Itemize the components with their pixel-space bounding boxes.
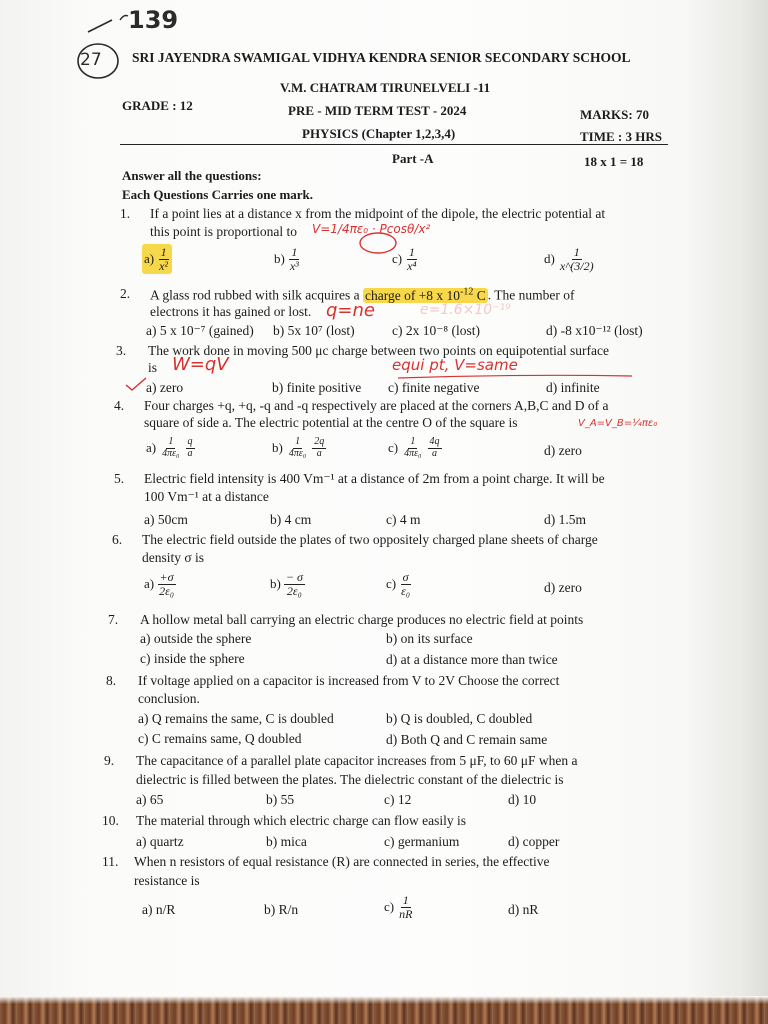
q8-option-b[interactable]: b) Q is doubled, C doubled bbox=[386, 711, 533, 726]
q9-option-b[interactable]: b) 55 bbox=[266, 792, 295, 807]
q5-option-b[interactable]: b) 4 cm bbox=[270, 512, 312, 527]
q1-option-d[interactable]: d) 1 x^(3/2) bbox=[544, 245, 594, 273]
q10-option-b[interactable]: b) mica bbox=[266, 834, 307, 849]
q9-option-d[interactable]: d) 10 bbox=[508, 792, 537, 807]
q2-text-line1: A glass rod rubbed with silk acquires a charge of +8 x $10^{-12}$ C . The number of bbox=[150, 286, 575, 303]
q3-text-line2: is bbox=[148, 360, 158, 375]
instruction-1: Answer all the questions: bbox=[122, 168, 262, 183]
q1-option-c[interactable]: c) 1 x⁴ bbox=[392, 245, 417, 273]
q10-option-a[interactable]: a) quartz bbox=[136, 834, 184, 849]
q1-option-a-label: a) bbox=[144, 251, 155, 266]
q7-option-a[interactable]: a) outside the sphere bbox=[140, 631, 252, 646]
q6-option-b[interactable]: b) − σ 2ε₀ bbox=[270, 570, 303, 598]
q3-text-line1: The work done in moving 500 μc charge between two points on equipotential surface bbox=[148, 343, 609, 358]
q7-option-c[interactable]: c) inside the sphere bbox=[140, 651, 245, 666]
q8-option-d[interactable]: d) Both Q and C remain same bbox=[386, 732, 548, 747]
q11-option-a[interactable]: a) n/R bbox=[142, 902, 176, 917]
q4-option-c[interactable]: c) 1 4πε₀ 4q a bbox=[388, 436, 440, 459]
q6-option-a[interactable]: a) +σ 2ε₀ bbox=[144, 570, 175, 598]
q10-number: 10. bbox=[102, 813, 119, 828]
q11-option-d[interactable]: d) nR bbox=[508, 902, 539, 917]
q1-option-a[interactable] bbox=[142, 244, 172, 274]
part-marks: 18 x 1 = 18 bbox=[584, 154, 644, 169]
q2-option-a[interactable]: a) 5 x 10⁻⁷ (gained) bbox=[146, 323, 254, 338]
subject-title: PHYSICS (Chapter 1,2,3,4) bbox=[302, 126, 456, 141]
school-address: V.M. CHATRAM TIRUNELVELI -11 bbox=[280, 80, 491, 95]
q11-option-b[interactable]: b) R/n bbox=[264, 902, 299, 917]
q1-option-a-fraction: 1 x² bbox=[159, 244, 169, 273]
q7-option-d[interactable]: d) at a distance more than twice bbox=[386, 652, 558, 667]
header-divider bbox=[120, 144, 668, 145]
q11-text-line2: resistance is bbox=[134, 873, 200, 888]
q4-option-a[interactable]: a) 1 4πε₀ q a bbox=[146, 436, 193, 459]
q11-number: 11. bbox=[102, 854, 119, 869]
q8-text-line2: conclusion. bbox=[138, 691, 200, 706]
page-shadow bbox=[684, 0, 768, 1024]
q3-option-b[interactable]: b) finite positive bbox=[272, 380, 362, 395]
handwritten-score: 139 bbox=[128, 6, 179, 34]
q7-number: 7. bbox=[108, 612, 119, 627]
q6-text-line1: The electric field outside the plates of two oppositely charged plane sheets of charge bbox=[142, 532, 598, 547]
q11-option-c[interactable]: c) 1 nR bbox=[384, 893, 413, 921]
q3-option-a[interactable]: a) zero bbox=[146, 380, 184, 395]
table-surface-edge bbox=[0, 996, 768, 1024]
q4-text-line2: square of side a. The electric potential at the centre O of the square is bbox=[144, 415, 518, 430]
q10-option-c[interactable]: c) germanium bbox=[384, 834, 460, 849]
handwritten-q3-formula: W=qV bbox=[172, 354, 229, 375]
q2-option-b[interactable]: b) 5x 10⁷ (lost) bbox=[273, 323, 355, 338]
q2-option-d[interactable]: d) -8 x10⁻¹² (lost) bbox=[546, 323, 643, 338]
q10-option-d[interactable]: d) copper bbox=[508, 834, 560, 849]
q9-text-line1: The capacitance of a parallel plate capacitor increases from 5 μF, to 60 μF when a bbox=[136, 753, 578, 768]
q5-option-a[interactable]: a) 50cm bbox=[144, 512, 188, 527]
q8-number: 8. bbox=[106, 673, 117, 688]
handwritten-q1-formula: V=1/4πε₀ · Pcosθ/x² bbox=[312, 222, 431, 236]
handwritten-q4-note: V_A=V_B=¼πε₀ bbox=[578, 418, 658, 429]
q6-number: 6. bbox=[112, 532, 123, 547]
q8-option-a[interactable]: a) Q remains the same, C is doubled bbox=[138, 711, 334, 726]
q10-text-line1: The material through which electric charge can flow easily is bbox=[136, 813, 466, 828]
q5-number: 5. bbox=[114, 471, 125, 486]
q6-text-line2: density σ is bbox=[142, 550, 205, 565]
q9-option-c[interactable]: c) 12 bbox=[384, 792, 412, 807]
q7-text-line1: A hollow metal ball carrying an electric charge produces no electric field at points bbox=[140, 612, 584, 627]
school-name: SRI JAYENDRA SWAMIGAL VIDHYA KENDRA SENIOR SECONDARY SCHOOL bbox=[132, 50, 631, 65]
part-label: Part -A bbox=[392, 151, 434, 166]
q4-number: 4. bbox=[114, 398, 125, 413]
test-title: PRE - MID TERM TEST - 2024 bbox=[288, 103, 467, 118]
q1-number: 1. bbox=[120, 206, 131, 221]
q6-option-d[interactable]: d) zero bbox=[544, 580, 582, 595]
q3-option-d[interactable]: d) infinite bbox=[546, 380, 600, 395]
q5-option-c[interactable]: c) 4 m bbox=[386, 512, 421, 527]
q4-option-d[interactable]: d) zero bbox=[544, 443, 582, 458]
handwritten-q2-crossed: e=1.6×10⁻¹⁹ bbox=[420, 302, 511, 318]
q9-text-line2: dielectric is filled between the plates. The dielectric constant of the dielectric is bbox=[136, 772, 564, 787]
q3-option-c[interactable]: c) finite negative bbox=[388, 380, 480, 395]
q7-option-b[interactable]: b) on its surface bbox=[386, 631, 473, 646]
q9-number: 9. bbox=[104, 753, 115, 768]
q3-number: 3. bbox=[116, 343, 127, 358]
q5-text-line2: 100 Vm⁻¹ at a distance bbox=[144, 489, 269, 504]
q6-option-c[interactable]: c) σ ε₀ bbox=[386, 570, 411, 598]
q4-option-b[interactable]: b) 1 4πε₀ 2q a bbox=[272, 436, 325, 459]
q11-text-line1: When n resistors of equal resistance (R) are connected in series, the effective bbox=[134, 854, 550, 869]
q2-highlight: charge of +8 x $10^{-12}$ C bbox=[364, 286, 486, 303]
q8-option-c[interactable]: c) C remains same, Q doubled bbox=[138, 731, 302, 746]
q5-text-line1: Electric field intensity is 400 Vm⁻¹ at a distance of 2m from a point charge. It will be bbox=[144, 471, 605, 486]
instruction-2: Each Questions Carries one mark. bbox=[122, 187, 314, 202]
q1-text-line2: this point is proportional to bbox=[150, 224, 297, 239]
time-label: TIME : 3 HRS bbox=[580, 129, 662, 144]
q4-text-line1: Four charges +q, +q, -q and -q respectively are placed at the corners A,B,C and D of a bbox=[144, 398, 609, 413]
handwritten-q3-note: equi pt, V=same bbox=[392, 356, 518, 374]
q2-option-c[interactable]: c) 2x 10⁻⁸ (lost) bbox=[392, 323, 480, 338]
handwritten-q2-formula: q=ne bbox=[326, 300, 375, 321]
q1-option-b[interactable]: b) 1 x³ bbox=[274, 245, 299, 273]
grade-label: GRADE : 12 bbox=[122, 98, 193, 113]
q2-text-line2: electrons it has gained or lost. bbox=[150, 304, 312, 319]
q5-option-d[interactable]: d) 1.5m bbox=[544, 512, 586, 527]
marks-label: MARKS: 70 bbox=[580, 107, 649, 122]
q2-number: 2. bbox=[120, 286, 131, 301]
q8-text-line1: If voltage applied on a capacitor is increased from V to 2V Choose the correct bbox=[138, 673, 560, 688]
handwritten-roll-number: 27 bbox=[80, 50, 102, 70]
q9-option-a[interactable]: a) 65 bbox=[136, 792, 164, 807]
q1-text-line1: If a point lies at a distance x from the midpoint of the dipole, the electric potential at bbox=[150, 206, 606, 221]
